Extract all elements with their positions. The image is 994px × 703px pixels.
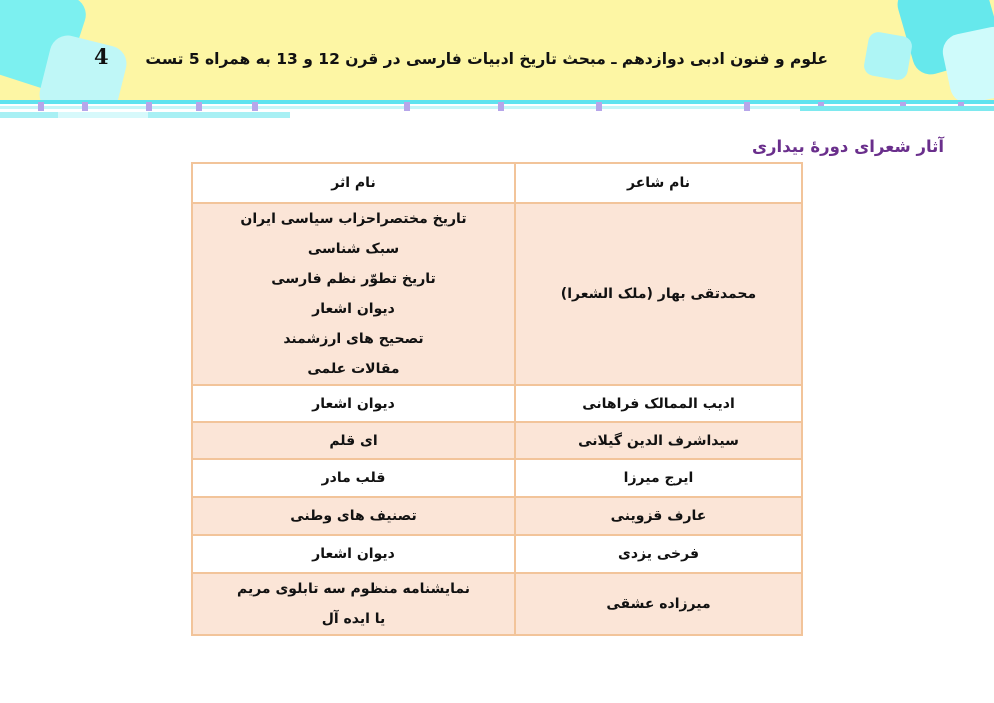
decorative-square (863, 31, 914, 82)
works-cell: قلب مادر (192, 459, 515, 497)
work-item: نمایشنامه منظوم سه تابلوی مریم (236, 581, 471, 597)
table-header-row (192, 163, 802, 203)
table-row (192, 422, 802, 459)
works-cell (192, 203, 515, 385)
table-row (192, 385, 802, 422)
work-item: سبک شناسی (307, 241, 400, 257)
poet-cell: محمدتقی بهار (ملک الشعرا) (515, 203, 802, 385)
column-header-poet: نام شاعر (515, 163, 802, 203)
works-cell: دیوان اشعار (192, 535, 515, 573)
works-cell (192, 573, 515, 635)
page-header-title: علوم و فنون ادبی دوازدهم ـ مبحث تاریخ ادبیات فارسی در قرن 12 و 13 به همراه 5 تست (145, 50, 828, 68)
poet-cell: ایرج میرزا (515, 459, 802, 497)
works-cell: دیوان اشعار (192, 385, 515, 422)
work-item: مقالات علمی (307, 361, 400, 377)
work-item: تصحیح های ارزشمند (283, 331, 424, 347)
work-item: تاریخ تطوّر نظم فارسی (271, 271, 436, 287)
work-item: یا ایده آل (321, 611, 386, 627)
table-row (192, 535, 802, 573)
poet-cell: میرزاده عشقی (515, 573, 802, 635)
works-cell: ای قلم (192, 422, 515, 459)
table-row (192, 497, 802, 535)
table-row (192, 203, 802, 385)
poet-cell: فرخی یزدی (515, 535, 802, 573)
page-header (0, 0, 994, 100)
works-cell: تصنیف های وطنی (192, 497, 515, 535)
section-title: آثار شعرای دورۀ بیداری (751, 137, 944, 156)
header-stripe (0, 100, 994, 122)
work-item: دیوان اشعار (312, 301, 395, 317)
poet-cell: سیداشرف الدین گیلانی (515, 422, 802, 459)
page-number: 4 (94, 44, 109, 69)
work-item: تاریخ مختصراحزاب سیاسی ایران (240, 211, 467, 227)
table-row (192, 573, 802, 635)
column-header-works: نام اثر (192, 163, 515, 203)
table-row (192, 459, 802, 497)
poet-cell: عارف قزوینی (515, 497, 802, 535)
poet-cell: ادیب الممالک فراهانی (515, 385, 802, 422)
poets-works-table (191, 162, 803, 636)
